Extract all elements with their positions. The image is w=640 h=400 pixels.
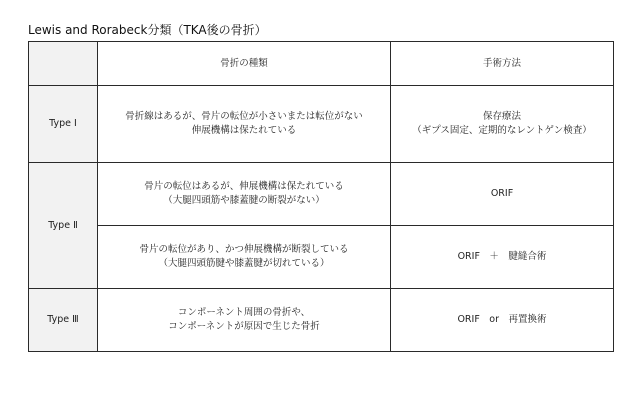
fracture-kind-line: 伸展機構は保たれている <box>191 125 297 136</box>
fracture-kind-cell <box>98 226 391 289</box>
type-cell <box>29 163 98 289</box>
fracture-kind-line: （大腿四頭筋や膝蓋腱の断裂がない） <box>163 195 325 206</box>
fracture-kind-cell <box>98 289 391 352</box>
surgical-method-cell <box>391 289 614 352</box>
table-row-type-2b <box>29 226 614 289</box>
surgical-method-cell <box>391 226 614 289</box>
fracture-kind-cell <box>98 86 391 163</box>
type-cell <box>29 86 98 163</box>
document-title: Lewis and Rorabeck分類（TKA後の骨折） <box>28 23 267 37</box>
table-row-type-1 <box>29 86 614 163</box>
fracture-kind-cell <box>98 163 391 226</box>
surgical-method-line: ORIF or 再置換術 <box>457 314 547 325</box>
fracture-kind-line: 骨片の転位はあるが、伸展機構は保たれている <box>144 181 344 192</box>
surgical-method-cell <box>391 163 614 226</box>
fracture-kind-line: コンポーネント周囲の骨折や、 <box>177 307 311 318</box>
fracture-kind-line: 骨折線はあるが、骨片の転位が小さいまたは転位がない <box>125 111 363 122</box>
type-cell <box>29 289 98 352</box>
header-surgical-method: 手術方法 <box>391 42 614 86</box>
surgical-method-line: （ギプス固定、定期的なレントゲン検査） <box>412 125 592 136</box>
surgical-method-line: 保存療法 <box>482 111 521 122</box>
header-corner-cell <box>29 42 98 86</box>
surgical-method-line: ORIF ＋ 腱縫合術 <box>457 251 547 262</box>
type-label: Type Ⅰ <box>49 118 77 129</box>
fracture-kind-line: コンポーネントが原因で生じた骨折 <box>168 321 320 332</box>
type-label: Type Ⅲ <box>47 314 79 325</box>
type-label: Type Ⅱ <box>48 219 78 231</box>
surgical-method-line: ORIF <box>490 188 514 199</box>
table-header-row <box>29 42 614 86</box>
fracture-classification-table <box>28 41 614 352</box>
surgical-method-cell <box>391 86 614 163</box>
fracture-kind-line: （大腿四頭筋腱や膝蓋腱が切れている） <box>158 258 330 269</box>
fracture-kind-line: 骨片の転位があり、かつ伸展機構が断裂している <box>139 244 349 255</box>
table-row-type-3 <box>29 289 614 352</box>
table-row-type-2a <box>29 163 614 226</box>
header-fracture-kind: 骨折の種類 <box>98 42 391 86</box>
